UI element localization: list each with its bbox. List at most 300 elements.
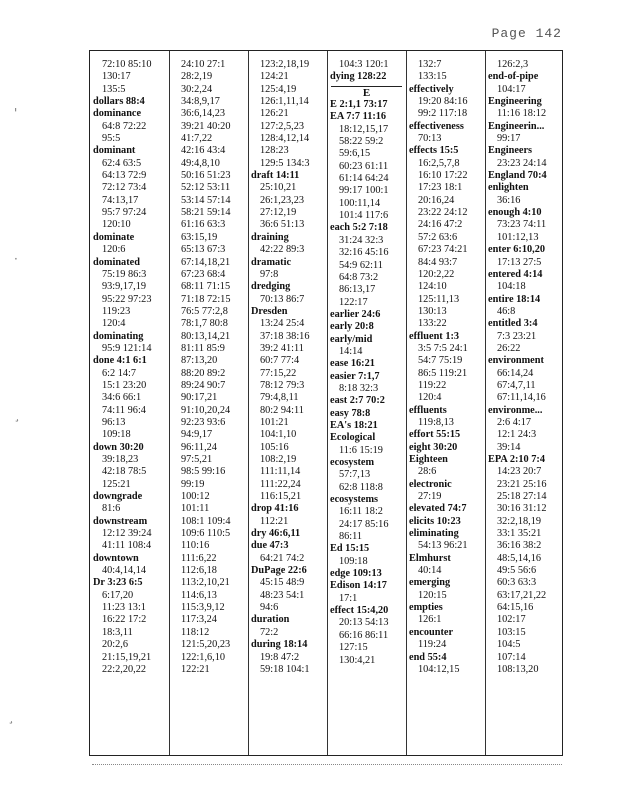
page-reference: 60:23 61:11 bbox=[339, 160, 389, 172]
page-reference: 95:5 bbox=[102, 133, 121, 145]
index-term: draft 14:11 bbox=[251, 170, 300, 182]
index-column-5 bbox=[406, 59, 485, 676]
index-term: ease 16:21 bbox=[330, 358, 375, 370]
page-reference: 98:5 99:16 bbox=[181, 466, 226, 478]
page-reference: 72:12 73:4 bbox=[102, 182, 147, 194]
index-term: Ed 15:15 bbox=[330, 543, 370, 555]
page-reference: 126:1,11,14 bbox=[260, 96, 309, 108]
footer-rule bbox=[92, 764, 562, 765]
page-reference: 3:5 7:5 24:1 bbox=[418, 342, 468, 354]
page-reference: 128:23 bbox=[260, 145, 289, 157]
page-reference: 97:5,21 bbox=[181, 454, 213, 465]
page-reference: 101:21 bbox=[260, 416, 289, 428]
page-reference: 27:12,19 bbox=[260, 207, 297, 219]
page-reference: 61:16 63:3 bbox=[181, 219, 226, 231]
margin-mark: · bbox=[14, 252, 18, 266]
page-reference: 58:22 59:2 bbox=[339, 136, 384, 148]
page-reference: 53:14 57:14 bbox=[181, 194, 231, 206]
page-reference: 66:14,24 bbox=[497, 367, 534, 379]
page-reference: 84:4 93:7 bbox=[418, 256, 458, 268]
page-reference: 6:2 14:7 bbox=[102, 367, 137, 379]
page-reference: 54:13 96:21 bbox=[418, 540, 468, 552]
page-reference: 99:17 100:1 bbox=[339, 185, 389, 197]
page-reference: 124:21 bbox=[260, 71, 289, 83]
index-term: elevated 74:7 bbox=[409, 503, 467, 515]
page-reference: 20:13 54:13 bbox=[339, 617, 389, 629]
page-reference: 42:22 89:3 bbox=[260, 244, 305, 256]
page-reference: 60:7 77:4 bbox=[260, 355, 300, 367]
page-reference: 103:15 bbox=[497, 626, 526, 638]
page-reference: 119:23 bbox=[102, 305, 131, 317]
page-reference: 68:11 71:15 bbox=[181, 281, 231, 293]
page-reference: 110:16 bbox=[181, 540, 210, 552]
page-reference: 64:15,16 bbox=[497, 602, 534, 614]
page-reference: 127:2,5,23 bbox=[260, 120, 305, 132]
index-term: EPA 2:10 7:4 bbox=[488, 454, 546, 465]
page-reference: 129:5 134:3 bbox=[260, 157, 310, 169]
index-term: earlier 24:6 bbox=[330, 308, 381, 320]
index-term: ecosystems bbox=[330, 494, 379, 506]
index-column-3 bbox=[248, 59, 327, 676]
page-reference: 70:13 bbox=[418, 133, 442, 145]
page-reference: 117:3,24 bbox=[181, 614, 217, 626]
page-reference: 111:22,24 bbox=[260, 478, 301, 490]
page-reference: 64:21 74:2 bbox=[260, 552, 305, 564]
page-reference: 67:11,14,16 bbox=[497, 392, 546, 404]
page-reference: 27:19 bbox=[418, 491, 442, 503]
page-reference: 100:11,14 bbox=[339, 197, 381, 209]
page-reference: 16:10 17:22 bbox=[418, 170, 468, 182]
page-reference: 54:9 62:11 bbox=[339, 259, 383, 271]
index-term: effects 15:5 bbox=[409, 145, 459, 157]
page-reference: 19:20 84:16 bbox=[418, 96, 468, 108]
index-term: early/mid bbox=[330, 333, 373, 345]
page-reference: 133:22 bbox=[418, 318, 447, 330]
page-reference: 86:5 119:21 bbox=[418, 367, 468, 379]
page-reference: 128:4,12,14 bbox=[260, 133, 310, 145]
index-term: dominated bbox=[93, 256, 140, 268]
page-reference: 126:1 bbox=[418, 614, 442, 626]
page-reference: 122:17 bbox=[339, 296, 368, 308]
page-reference: 104:1,10 bbox=[260, 429, 297, 441]
page-reference: 64:8 72:22 bbox=[102, 120, 147, 132]
page-reference: 40:4,14,14 bbox=[102, 565, 147, 577]
page-reference: 80:13,14,21 bbox=[181, 330, 231, 342]
page-reference: 130:13 bbox=[418, 305, 447, 317]
page-reference: 62:4 63:5 bbox=[102, 157, 142, 169]
index-term: dominate bbox=[93, 231, 135, 243]
page-reference: 119:22 bbox=[418, 379, 447, 391]
page-reference: 14:23 20:7 bbox=[497, 466, 542, 478]
page-reference: 7:3 23:21 bbox=[497, 330, 537, 342]
page-reference: 95:7 97:24 bbox=[102, 207, 147, 219]
page-reference: 48:5,14,16 bbox=[497, 552, 542, 564]
page-reference: 120:2,22 bbox=[418, 268, 455, 280]
page-reference: 75:19 86:3 bbox=[102, 268, 147, 280]
page-reference: 12:12 39:24 bbox=[102, 528, 152, 540]
page-reference: 6:17,20 bbox=[102, 589, 134, 601]
page-reference: 123:2,18,19 bbox=[260, 59, 310, 70]
page-reference: 95:22 97:23 bbox=[102, 293, 152, 305]
page-reference: 122:1,6,10 bbox=[181, 651, 226, 663]
page-reference: 25:10,21 bbox=[260, 182, 297, 194]
page-reference: 70:13 86:7 bbox=[260, 293, 305, 305]
index-term: environment bbox=[488, 355, 544, 367]
index-term: Eighteen bbox=[409, 454, 448, 465]
page-reference: 39:14 bbox=[497, 441, 521, 453]
page-reference: 81:6 bbox=[102, 503, 121, 515]
page-reference: 86:11 bbox=[339, 531, 363, 543]
page-reference: 115:3,9,12 bbox=[181, 602, 225, 614]
page-reference: 112:6,18 bbox=[181, 565, 217, 577]
page-reference: 39:21 40:20 bbox=[181, 120, 231, 132]
page-reference: 14:14 bbox=[339, 345, 363, 357]
page-reference: 58:21 59:14 bbox=[181, 207, 231, 219]
page-reference: 87:13,20 bbox=[181, 355, 218, 367]
page-reference: 50:16 51:23 bbox=[181, 170, 231, 182]
index-term: dominance bbox=[93, 108, 142, 120]
index-term: Edison 14:17 bbox=[330, 580, 387, 592]
index-term: easier 7:1,7 bbox=[330, 370, 380, 382]
page-reference: 88:20 89:2 bbox=[181, 367, 226, 379]
index-term: dramatic bbox=[251, 256, 292, 268]
index-column-6 bbox=[485, 59, 564, 676]
page-reference: 8:18 32:3 bbox=[339, 382, 379, 394]
page-reference: 13:24 25:4 bbox=[260, 318, 305, 330]
page-reference: 15:1 23:20 bbox=[102, 379, 147, 391]
index-term: entitled 3:4 bbox=[488, 318, 538, 330]
page-reference: 63:17,21,22 bbox=[497, 589, 547, 601]
page-reference: 79:4,8,11 bbox=[260, 392, 299, 404]
index-term: EA 7:7 11:16 bbox=[330, 111, 387, 123]
page-reference: 59:6,15 bbox=[339, 148, 371, 160]
index-term: ecosystem bbox=[330, 457, 375, 468]
page-reference: 48:23 54:1 bbox=[260, 589, 305, 601]
index-term: eliminating bbox=[409, 528, 459, 540]
index-term: England 70:4 bbox=[488, 170, 547, 182]
page-reference: 60:3 63:3 bbox=[497, 577, 537, 589]
page-reference: 101:4 117:6 bbox=[339, 210, 389, 222]
page-reference: 104:3 120:1 bbox=[339, 59, 389, 70]
page-reference: 101:12,13 bbox=[497, 231, 539, 243]
index-term: downgrade bbox=[93, 491, 143, 503]
page-reference: 126:21 bbox=[260, 108, 289, 120]
page-reference: 39:2 41:11 bbox=[260, 342, 304, 354]
page-reference: 125:11,13 bbox=[418, 293, 460, 305]
index-term: E 2:1,1 73:17 bbox=[330, 99, 388, 111]
page-reference: 90:17,21 bbox=[181, 392, 218, 404]
index-term: down 30:20 bbox=[93, 441, 144, 453]
index-term: early 20:8 bbox=[330, 321, 374, 333]
page-reference: 104:17 bbox=[497, 83, 526, 95]
page-reference: 57:7,13 bbox=[339, 469, 371, 481]
page-reference: 89:24 90:7 bbox=[181, 379, 226, 391]
index-term: dry 46:6,11 bbox=[251, 528, 301, 540]
page-reference: 59:18 104:1 bbox=[260, 663, 310, 675]
index-term: elicits 10:23 bbox=[409, 515, 461, 527]
page-reference: 72:2 bbox=[260, 626, 279, 638]
page-reference: 76:5 77:2,8 bbox=[181, 305, 228, 317]
page-reference: 36:6,14,23 bbox=[181, 108, 226, 120]
page-reference: 119:8,13 bbox=[418, 416, 454, 428]
page-reference: 126:2,3 bbox=[497, 59, 529, 70]
page-reference: 96:11,24 bbox=[181, 441, 217, 453]
page-reference: 23:21 25:16 bbox=[497, 478, 547, 490]
page-reference: 21:15,19,21 bbox=[102, 651, 152, 663]
page-reference: 104:12,15 bbox=[418, 663, 460, 675]
page-reference: 74:13,17 bbox=[102, 194, 139, 206]
index-term: effect 15:4,20 bbox=[330, 605, 389, 617]
page-reference: 34:8,9,17 bbox=[181, 96, 220, 108]
page-reference: 11:16 18:12 bbox=[497, 108, 547, 120]
index-term: effectively bbox=[409, 83, 454, 95]
page-reference: 17:1 bbox=[339, 592, 358, 604]
page-reference: 125:4,19 bbox=[260, 83, 297, 95]
index-term: enough 4:10 bbox=[488, 207, 542, 219]
page-reference: 17:13 27:5 bbox=[497, 256, 542, 268]
page-reference: 63:15,19 bbox=[181, 231, 218, 243]
page-reference: 18:12,15,17 bbox=[339, 123, 389, 135]
page-reference: 71:18 72:15 bbox=[181, 293, 231, 305]
page-reference: 114:6,13 bbox=[181, 589, 217, 601]
index-term: Engineers bbox=[488, 145, 533, 157]
page-reference: 23:23 24:14 bbox=[497, 157, 547, 169]
index-term: each 5:2 7:18 bbox=[330, 222, 388, 234]
index-column-1 bbox=[90, 59, 169, 676]
page-reference: 120:15 bbox=[418, 589, 447, 601]
page-reference: 109:18 bbox=[339, 555, 368, 567]
page-reference: 24:10 27:1 bbox=[181, 59, 226, 70]
index-term: entered 4:14 bbox=[488, 268, 543, 280]
index-term: EA's 18:21 bbox=[330, 419, 378, 431]
page-reference: 116:15,21 bbox=[260, 491, 302, 503]
index-term: dollars 88:4 bbox=[93, 96, 145, 108]
page-reference: 113:2,10,21 bbox=[181, 577, 230, 589]
page-reference: 122:21 bbox=[181, 663, 210, 675]
page-reference: 2:6 4:17 bbox=[497, 416, 532, 428]
index-term: downstream bbox=[93, 515, 148, 527]
page-reference: 86:13,17 bbox=[339, 284, 376, 296]
page-reference: 99:2 117:18 bbox=[418, 108, 468, 120]
page-reference: 108:13,20 bbox=[497, 663, 539, 675]
page-reference: 31:24 32:3 bbox=[339, 234, 384, 246]
index-term: drop 41:16 bbox=[251, 503, 299, 515]
page-reference: 64:13 72:9 bbox=[102, 170, 147, 182]
index-term: downtown bbox=[93, 552, 139, 564]
page-reference: 99:19 bbox=[181, 478, 205, 490]
margin-mark: ¸ bbox=[14, 408, 20, 422]
index-term: edge 109:13 bbox=[330, 568, 382, 580]
page-reference: 16:2,5,7,8 bbox=[418, 157, 460, 169]
page-reference: 67:4,7,11 bbox=[497, 379, 536, 391]
page-reference: 101:11 bbox=[181, 503, 210, 515]
page-reference: 34:6 66:1 bbox=[102, 392, 142, 404]
index-term: effluent 1:3 bbox=[409, 330, 460, 342]
page-reference: 124:10 bbox=[418, 281, 447, 293]
page-reference: 11:23 13:1 bbox=[102, 602, 146, 614]
page-reference: 77:15,22 bbox=[260, 367, 297, 379]
page-reference: 32:16 45:16 bbox=[339, 247, 389, 259]
page-reference: 91:10,20,24 bbox=[181, 404, 231, 416]
index-term: Engineering bbox=[488, 96, 542, 108]
page-reference: 125:21 bbox=[102, 478, 131, 490]
page-reference: 118:12 bbox=[181, 626, 210, 638]
page-reference: 57:2 63:6 bbox=[418, 231, 458, 243]
index-term: environme... bbox=[488, 404, 543, 416]
page-reference: 108:1 109:4 bbox=[181, 515, 231, 527]
index-term: Dr 3:23 6:5 bbox=[93, 577, 143, 589]
margin-mark: ' bbox=[14, 106, 18, 120]
page-reference: 108:2,19 bbox=[260, 454, 297, 465]
index-term: dominant bbox=[93, 145, 136, 157]
index-term: eight 30:20 bbox=[409, 441, 458, 453]
index-column-2 bbox=[169, 59, 248, 676]
index-term: emerging bbox=[409, 577, 451, 589]
index-term: electronic bbox=[409, 478, 452, 490]
index-term: effort 55:15 bbox=[409, 429, 461, 441]
page-reference: 49:5 56:6 bbox=[497, 565, 537, 577]
page-reference: 23:22 24:12 bbox=[418, 207, 468, 219]
page-reference: 127:15 bbox=[339, 642, 368, 654]
index-term: during 18:14 bbox=[251, 639, 308, 651]
page-reference: 96:13 bbox=[102, 416, 126, 428]
page-reference: 72:10 85:10 bbox=[102, 59, 152, 70]
page-reference: 20:16,24 bbox=[418, 194, 455, 206]
page-reference: 109:6 110:5 bbox=[181, 528, 231, 540]
index-term: dying 128:22 bbox=[330, 71, 387, 83]
page-reference: 81:11 85:9 bbox=[181, 342, 225, 354]
page-reference: 49:4,8,10 bbox=[181, 157, 220, 169]
page-reference: 33:1 35:21 bbox=[497, 528, 542, 540]
page-reference: 39:18,23 bbox=[102, 454, 139, 465]
page-reference: 40:14 bbox=[418, 565, 442, 577]
page-reference: 97:8 bbox=[260, 268, 279, 280]
page-reference: 100:12 bbox=[181, 491, 210, 503]
page-reference: 24:16 47:2 bbox=[418, 219, 463, 231]
page-reference: 20:2,6 bbox=[102, 639, 129, 651]
page-reference: 26:1,23,23 bbox=[260, 194, 305, 206]
page-reference: 120:4 bbox=[418, 392, 442, 404]
page-reference: 92:23 93:6 bbox=[181, 416, 226, 428]
page-reference: 36:6 51:13 bbox=[260, 219, 305, 231]
page-reference: 28:6 bbox=[418, 466, 437, 478]
index-term: enter 6:10,20 bbox=[488, 244, 545, 256]
index-term: Engineerin... bbox=[488, 120, 545, 132]
page-reference: 37:18 38:16 bbox=[260, 330, 310, 342]
page-reference: 73:23 74:11 bbox=[497, 219, 547, 231]
page-reference: 36:16 38:2 bbox=[497, 540, 542, 552]
index-column-4 bbox=[327, 59, 406, 667]
page-reference: 130:4,21 bbox=[339, 654, 376, 666]
page-reference: 93:9,17,19 bbox=[102, 281, 147, 293]
page-reference: 95:9 121:14 bbox=[102, 342, 152, 354]
page-reference: 61:14 64:24 bbox=[339, 173, 389, 185]
page-reference: 105:16 bbox=[260, 441, 289, 453]
page-reference: 36:16 bbox=[497, 194, 521, 206]
page-reference: 12:1 24:3 bbox=[497, 429, 537, 441]
page-reference: 67:23 74:21 bbox=[418, 244, 468, 256]
margin-mark bbox=[14, 710, 24, 724]
page-number-label: Page 142 bbox=[491, 26, 562, 41]
page-reference: 45:15 48:9 bbox=[260, 577, 305, 589]
index-term: end-of-pipe bbox=[488, 71, 539, 83]
section-letter: E bbox=[362, 86, 371, 99]
index-term: due 47:3 bbox=[251, 540, 289, 552]
index-term: dominating bbox=[93, 330, 144, 342]
page-reference: 112:21 bbox=[260, 515, 289, 527]
page-reference: 132:7 bbox=[418, 59, 442, 70]
page-reference: 111:6,22 bbox=[181, 552, 217, 564]
page-reference: 104:18 bbox=[497, 281, 526, 293]
page-reference: 107:14 bbox=[497, 651, 526, 663]
page-reference: 64:8 73:2 bbox=[339, 271, 379, 283]
index-term: encounter bbox=[409, 626, 454, 638]
page-reference: 18:3,11 bbox=[102, 626, 133, 638]
page-reference: 94:6 bbox=[260, 602, 279, 614]
page-reference: 119:24 bbox=[418, 639, 447, 651]
page-reference: 62:8 118:8 bbox=[339, 481, 383, 493]
page-reference: 94:9,17 bbox=[181, 429, 213, 441]
page-reference: 120:10 bbox=[102, 219, 131, 231]
page-reference: 24:17 85:16 bbox=[339, 518, 389, 530]
index-term: end 55:4 bbox=[409, 651, 447, 663]
page-reference: 22:2,20,22 bbox=[102, 663, 147, 675]
index-term: effluents bbox=[409, 404, 447, 416]
page-reference: 74:11 96:4 bbox=[102, 404, 146, 416]
index-term: draining bbox=[251, 231, 289, 243]
page-reference: 30:16 31:12 bbox=[497, 503, 547, 515]
index-term: east 2:7 70:2 bbox=[330, 395, 385, 407]
page-reference: 111:11,14 bbox=[260, 466, 301, 478]
page-reference: 16:22 17:2 bbox=[102, 614, 147, 626]
word-index-table bbox=[89, 50, 563, 756]
index-term: duration bbox=[251, 614, 290, 626]
page-reference: 42:16 43:4 bbox=[181, 145, 226, 157]
page-reference: 26:22 bbox=[497, 342, 521, 354]
page-reference: 102:17 bbox=[497, 614, 526, 626]
index-term: easy 78:8 bbox=[330, 407, 371, 419]
index-term: Elmhurst bbox=[409, 552, 451, 564]
index-term: effectiveness bbox=[409, 120, 464, 132]
page-reference: 19:8 47:2 bbox=[260, 651, 300, 663]
index-term: empties bbox=[409, 602, 443, 614]
page-reference: 30:2,24 bbox=[181, 83, 213, 95]
page-reference: 46:8 bbox=[497, 305, 516, 317]
page-reference: 78:1,7 80:8 bbox=[181, 318, 228, 330]
page-reference: 104:5 bbox=[497, 639, 521, 651]
page-reference: 66:16 86:11 bbox=[339, 629, 389, 641]
index-term: entire 18:14 bbox=[488, 293, 541, 305]
page-reference: 120:4 bbox=[102, 318, 126, 330]
page-reference: 25:18 27:14 bbox=[497, 491, 547, 503]
page-reference: 109:18 bbox=[102, 429, 131, 441]
page-reference: 80:2 94:11 bbox=[260, 404, 304, 416]
page-reference: 65:13 67:3 bbox=[181, 244, 226, 256]
index-term: Dresden bbox=[251, 305, 288, 317]
page-reference: 41:7,22 bbox=[181, 133, 213, 145]
page-reference: 52:12 53:11 bbox=[181, 182, 231, 194]
page-reference: 99:17 bbox=[497, 133, 521, 145]
page-reference: 54:7 75:19 bbox=[418, 355, 463, 367]
index-term: done 4:1 6:1 bbox=[93, 355, 147, 367]
index-term: enlighten bbox=[488, 182, 529, 194]
page-reference: 41:11 108:4 bbox=[102, 540, 152, 552]
page-reference: 135:5 bbox=[102, 83, 126, 95]
index-term: Ecological bbox=[330, 432, 376, 444]
page-reference: 42:18 78:5 bbox=[102, 466, 147, 478]
page-reference: 121:5,20,23 bbox=[181, 639, 231, 651]
page-reference: 32:2,18,19 bbox=[497, 515, 542, 527]
